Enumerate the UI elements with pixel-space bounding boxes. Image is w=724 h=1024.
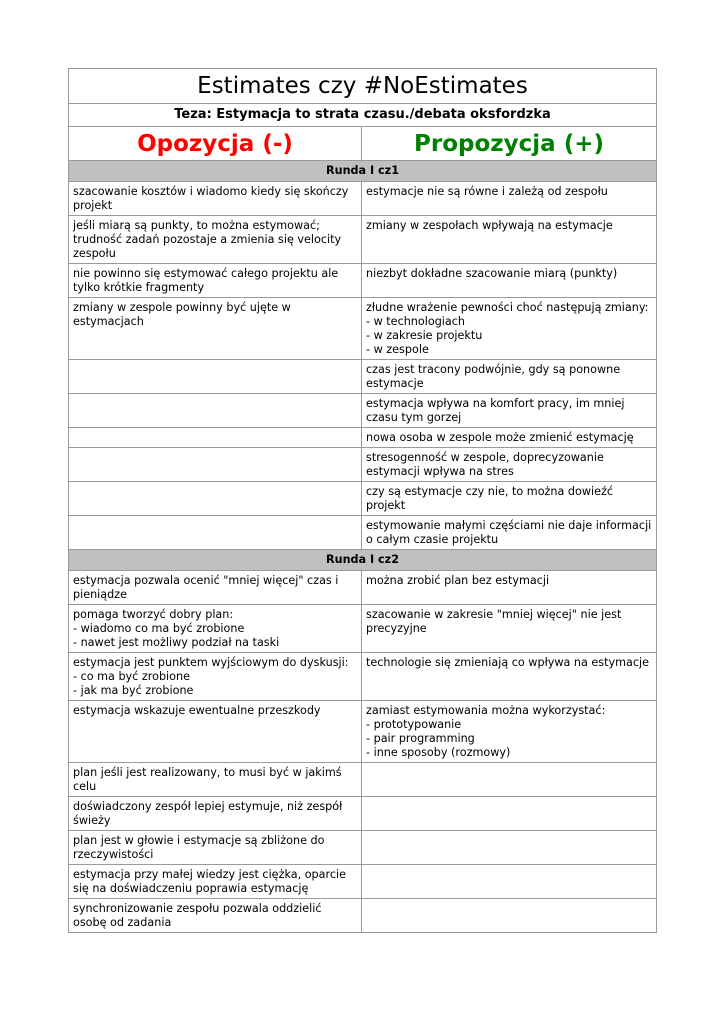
proposition-argument <box>362 865 657 899</box>
proposition-header: Propozycja (+) <box>362 127 657 161</box>
argument-row <box>69 448 657 482</box>
argument-row <box>69 360 657 394</box>
opposition-argument: doświadczony zespół lepiej estymuje, niż zespół świeży <box>69 797 362 831</box>
thesis-row <box>69 104 657 127</box>
opposition-argument <box>69 448 362 482</box>
opposition-argument: zmiany w zespole powinny być ujęte w estymacjach <box>69 298 362 360</box>
argument-row <box>69 701 657 763</box>
argument-row <box>69 865 657 899</box>
argument-row <box>69 899 657 933</box>
argument-row <box>69 216 657 264</box>
round-header: Runda I cz2 <box>69 550 657 571</box>
opposition-argument: synchronizowanie zespołu pozwala oddzielić osobę od zadania <box>69 899 362 933</box>
proposition-argument: czy są estymacje czy nie, to można dowieźć projekt <box>362 482 657 516</box>
opposition-argument: estymacja jest punktem wyjściowym do dyskusji: - co ma być zrobione - jak ma być zrobione <box>69 653 362 701</box>
proposition-argument <box>362 763 657 797</box>
title-row <box>69 69 657 104</box>
proposition-argument: estymowanie małymi częściami nie daje informacji o całym czasie projektu <box>362 516 657 550</box>
document-title: Estimates czy #NoEstimates <box>69 69 657 104</box>
opposition-argument <box>69 516 362 550</box>
argument-row <box>69 264 657 298</box>
argument-row <box>69 428 657 448</box>
argument-row <box>69 797 657 831</box>
sides-header-row <box>69 127 657 161</box>
proposition-argument <box>362 899 657 933</box>
round-header: Runda I cz1 <box>69 161 657 182</box>
proposition-argument: czas jest tracony podwójnie, gdy są ponowne estymacje <box>362 360 657 394</box>
proposition-argument: szacowanie w zakresie "mniej więcej" nie jest precyzyjne <box>362 605 657 653</box>
thesis-text: Teza: Estymacja to strata czasu./debata oksfordzka <box>69 104 657 127</box>
proposition-argument: zmiany w zespołach wpływają na estymacje <box>362 216 657 264</box>
argument-row <box>69 394 657 428</box>
proposition-argument: złudne wrażenie pewności choć następują zmiany: - w technologiach - w zakresie projektu - w zespole <box>362 298 657 360</box>
opposition-header: Opozycja (-) <box>69 127 362 161</box>
argument-row <box>69 516 657 550</box>
argument-row <box>69 571 657 605</box>
round-header-row <box>69 161 657 182</box>
argument-row <box>69 182 657 216</box>
opposition-argument: estymacja wskazuje ewentualne przeszkody <box>69 701 362 763</box>
proposition-argument: estymacje nie są równe i zależą od zespołu <box>362 182 657 216</box>
opposition-argument: plan jeśli jest realizowany, to musi być w jakimś celu <box>69 763 362 797</box>
opposition-argument: plan jest w głowie i estymacje są zbliżone do rzeczywistości <box>69 831 362 865</box>
argument-row <box>69 653 657 701</box>
argument-row <box>69 298 657 360</box>
opposition-argument: szacowanie kosztów i wiadomo kiedy się skończy projekt <box>69 182 362 216</box>
proposition-argument <box>362 831 657 865</box>
proposition-argument <box>362 797 657 831</box>
opposition-argument <box>69 428 362 448</box>
opposition-argument <box>69 360 362 394</box>
proposition-argument: niezbyt dokładne szacowanie miarą (punkty) <box>362 264 657 298</box>
proposition-argument: nowa osoba w zespole może zmienić estymację <box>362 428 657 448</box>
round-header-row <box>69 550 657 571</box>
debate-table <box>68 68 657 933</box>
argument-row <box>69 763 657 797</box>
opposition-argument: nie powinno się estymować całego projektu ale tylko krótkie fragmenty <box>69 264 362 298</box>
proposition-argument: można zrobić plan bez estymacji <box>362 571 657 605</box>
opposition-argument: estymacja pozwala ocenić "mniej więcej" czas i pieniądze <box>69 571 362 605</box>
argument-row <box>69 605 657 653</box>
proposition-argument: zamiast estymowania można wykorzystać: - prototypowanie - pair programming - inne sposoby (rozmowy) <box>362 701 657 763</box>
opposition-argument: jeśli miarą są punkty, to można estymować; trudność zadań pozostaje a zmienia się velocity zespołu <box>69 216 362 264</box>
opposition-argument: pomaga tworzyć dobry plan: - wiadomo co ma być zrobione - nawet jest możliwy podział na taski <box>69 605 362 653</box>
proposition-argument: estymacja wpływa na komfort pracy, im mniej czasu tym gorzej <box>362 394 657 428</box>
proposition-argument: stresogenność w zespole, doprecyzowanie estymacji wpływa na stres <box>362 448 657 482</box>
opposition-argument <box>69 394 362 428</box>
opposition-argument: estymacja przy małej wiedzy jest ciężka, oparcie się na doświadczeniu poprawia estymację <box>69 865 362 899</box>
proposition-argument: technologie się zmieniają co wpływa na estymacje <box>362 653 657 701</box>
argument-row <box>69 482 657 516</box>
opposition-argument <box>69 482 362 516</box>
argument-row <box>69 831 657 865</box>
